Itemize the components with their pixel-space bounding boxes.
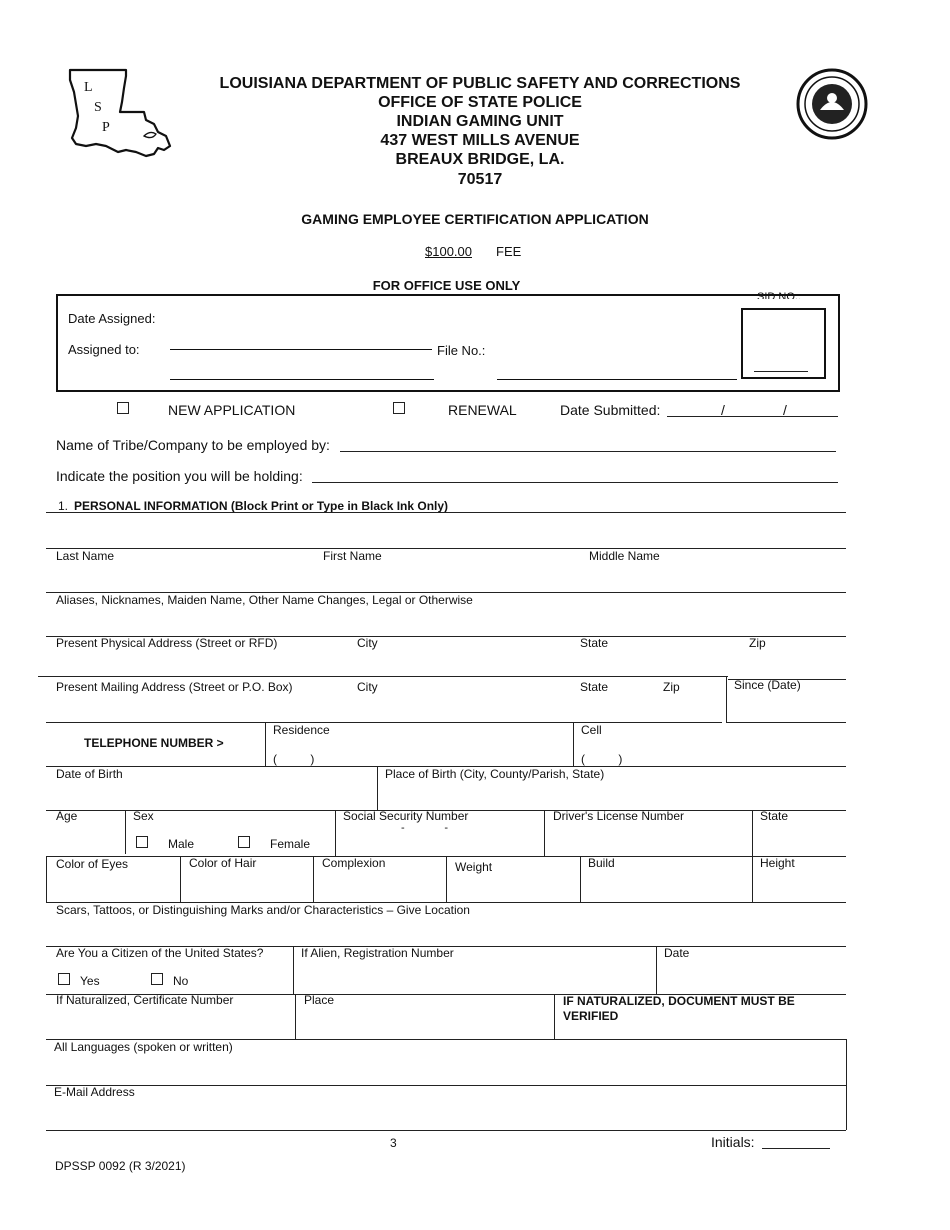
female-checkbox[interactable] <box>238 836 250 848</box>
fee-amount: $100.00 <box>425 244 472 259</box>
hair-divider <box>313 856 314 902</box>
mailing-address-label: Present Mailing Address (Street or P.O. Box) <box>56 680 293 694</box>
aliases-label: Aliases, Nicknames, Maiden Name, Other Name Changes, Legal or Otherwise <box>56 593 473 607</box>
build-divider <box>752 856 753 902</box>
physical-zip-label: Zip <box>749 636 766 650</box>
form-title: GAMING EMPLOYEE CERTIFICATION APPLICATION <box>301 211 649 227</box>
weight-divider <box>580 856 581 902</box>
languages-right-border <box>846 1039 847 1130</box>
scars-label: Scars, Tattoos, or Distinguishing Marks and/or Characteristics – Give Location <box>56 903 470 917</box>
first-name-label: First Name <box>323 549 382 563</box>
age-divider <box>125 810 126 854</box>
mailing-state-label: State <box>580 680 609 694</box>
telephone-divider-1 <box>265 722 266 766</box>
section-title: PERSONAL INFORMATION (Block Print or Type in Black Ink Only) <box>74 499 449 513</box>
new-application-checkbox[interactable] <box>117 402 129 414</box>
email-bottom-line <box>46 1130 846 1131</box>
mailing-zip-label: Zip <box>663 680 680 694</box>
citizen-label: Are You a Citizen of the United States? <box>56 946 264 960</box>
telephone-row-line <box>46 722 722 723</box>
ssn-divider <box>544 810 545 856</box>
file-no-field[interactable] <box>497 379 737 380</box>
initials-label: Initials: <box>711 1134 755 1150</box>
position-field[interactable] <box>312 482 838 483</box>
agency-line-2: OFFICE OF STATE POLICE <box>378 94 582 111</box>
alien-date-divider <box>656 946 657 994</box>
dob-label: Date of Birth <box>56 767 123 781</box>
agency-line-6: 70517 <box>457 171 503 188</box>
naturalized-place-label: Place <box>304 993 335 1007</box>
physical-address-label: Present Physical Address (Street or RFD) <box>56 636 278 650</box>
logo-letter-p: P <box>102 120 110 135</box>
since-date-divider <box>726 676 727 722</box>
telephone-label: TELEPHONE NUMBER > <box>84 736 224 750</box>
date-submitted-label: Date Submitted: <box>560 402 661 418</box>
date-submitted-field[interactable] <box>667 416 838 417</box>
agency-line-1: LOUISIANA DEPARTMENT OF PUBLIC SAFETY AND CORRECTIONS <box>219 75 741 92</box>
male-label: Male <box>168 837 195 851</box>
alien-reg-label: If Alien, Registration Number <box>301 946 454 960</box>
citizen-yes-checkbox[interactable] <box>58 973 70 985</box>
email-label: E-Mail Address <box>54 1085 135 1099</box>
physical-city-label: City <box>357 636 378 650</box>
sid-no-line <box>754 371 808 372</box>
dl-number-label: Driver's License Number <box>553 809 684 823</box>
alien-date-label: Date <box>664 946 690 960</box>
last-name-label: Last Name <box>56 549 115 563</box>
eyes-left-border <box>46 856 47 902</box>
ssn-label: Social Security Number <box>343 809 469 823</box>
male-checkbox[interactable] <box>136 836 148 848</box>
office-use-title: FOR OFFICE USE ONLY <box>372 278 521 293</box>
middle-name-label: Middle Name <box>589 549 660 563</box>
position-label: Indicate the position you will be holding: <box>56 468 303 484</box>
telephone-divider-2 <box>573 722 574 766</box>
agency-line-3: INDIAN GAMING UNIT <box>396 113 564 130</box>
naturalized-note: IF NATURALIZED, DOCUMENT MUST BE VERIFIED <box>563 994 795 1023</box>
assigned-to-line-2[interactable] <box>170 379 434 380</box>
assigned-to-field[interactable] <box>170 349 432 350</box>
agency-line-4: 437 WEST MILLS AVENUE <box>380 132 580 149</box>
citizen-no-checkbox[interactable] <box>151 973 163 985</box>
eyes-label: Color of Eyes <box>56 857 129 871</box>
residence-label: Residence <box>273 723 330 737</box>
ssn-dashes: - - <box>401 822 449 834</box>
female-label: Female <box>270 837 311 851</box>
build-label: Build <box>588 856 615 870</box>
email-row-line <box>46 1085 846 1086</box>
cell-area-code: ( ) <box>581 752 623 766</box>
initials-field[interactable] <box>762 1148 830 1149</box>
naturalized-cert-label: If Naturalized, Certificate Number <box>56 993 234 1007</box>
dl-divider <box>752 810 753 856</box>
dob-divider <box>377 766 378 810</box>
name-row-line <box>46 548 846 549</box>
languages-label: All Languages (spoken or written) <box>54 1040 233 1054</box>
tribe-label: Name of Tribe/Company to be employed by: <box>56 437 330 453</box>
naturalized-divider-1 <box>295 994 296 1039</box>
weight-label: Weight <box>455 860 493 874</box>
cell-label: Cell <box>581 723 602 737</box>
date-assigned-label: Date Assigned: <box>68 311 156 326</box>
mailing-address-line <box>38 676 728 677</box>
citizen-yes-label: Yes <box>80 974 100 988</box>
new-application-label: NEW APPLICATION <box>168 402 296 418</box>
complexion-label: Complexion <box>322 856 386 870</box>
sex-divider <box>335 810 336 856</box>
page-number: 3 <box>390 1136 397 1150</box>
since-date-bottom-line <box>726 722 846 723</box>
complexion-divider <box>446 856 447 902</box>
eyes-divider <box>180 856 181 902</box>
date-slash-2: / <box>783 402 787 418</box>
section-divider <box>46 512 846 513</box>
section-number: 1. <box>58 499 69 513</box>
naturalized-divider-2 <box>554 994 555 1039</box>
sid-no-label: SID NO.: <box>757 291 802 299</box>
assigned-to-label: Assigned to: <box>68 342 140 357</box>
agency-line-5: BREAUX BRIDGE, LA. <box>395 151 565 168</box>
physical-state-label: State <box>580 636 609 650</box>
sid-no-box[interactable] <box>741 308 826 379</box>
since-date-label: Since (Date) <box>734 678 801 692</box>
renewal-label: RENEWAL <box>448 402 517 418</box>
pob-label: Place of Birth (City, County/Parish, State) <box>385 767 605 781</box>
renewal-checkbox[interactable] <box>393 402 405 414</box>
sex-label: Sex <box>133 809 154 823</box>
citizen-no-label: No <box>173 974 189 988</box>
dl-state-label: State <box>760 809 789 823</box>
citizenship-divider <box>293 946 294 994</box>
logo-letter-l: L <box>84 80 93 95</box>
fee-label: FEE <box>496 244 522 259</box>
form-code: DPSSP 0092 (R 3/2021) <box>55 1159 186 1173</box>
height-label: Height <box>760 856 795 870</box>
logo-letter-s: S <box>94 100 102 115</box>
hair-label: Color of Hair <box>189 856 257 870</box>
age-label: Age <box>56 809 78 823</box>
mailing-city-label: City <box>357 680 378 694</box>
date-slash-1: / <box>721 402 725 418</box>
tribe-field[interactable] <box>340 451 836 452</box>
residence-area-code: ( ) <box>273 752 315 766</box>
file-no-label: File No.: <box>437 343 486 358</box>
